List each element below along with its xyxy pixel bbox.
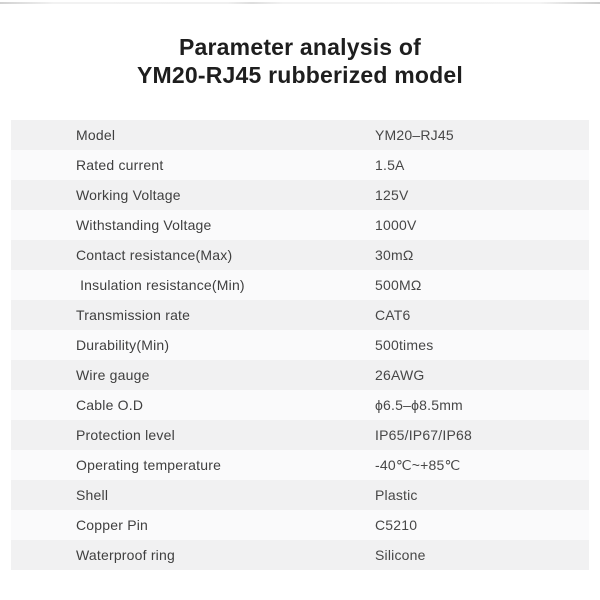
top-divider-line (0, 2, 600, 4)
table-row (11, 270, 589, 300)
row-value: 500times (375, 337, 434, 353)
table-row (11, 120, 589, 150)
row-label: Waterproof ring (76, 547, 175, 563)
table-row (11, 510, 589, 540)
row-label: Working Voltage (76, 187, 181, 203)
row-label: Model (76, 127, 116, 143)
row-label: Contact resistance(Max) (76, 247, 233, 263)
row-value: 1.5A (375, 157, 405, 173)
table-row (11, 240, 589, 270)
table-row (11, 210, 589, 240)
table-row (11, 450, 589, 480)
row-value: 125V (375, 187, 409, 203)
spec-table (11, 120, 589, 570)
row-label: Rated current (76, 157, 164, 173)
row-label: Insulation resistance(Min) (76, 277, 245, 293)
row-value: 500MΩ (375, 277, 422, 293)
table-row (11, 300, 589, 330)
row-value: YM20–RJ45 (375, 127, 454, 143)
page-title-line2: YM20-RJ45 rubberized model (136, 62, 463, 88)
row-label: Cable O.D (76, 397, 144, 413)
row-label: Shell (76, 487, 109, 503)
table-row (11, 420, 589, 450)
row-value: C5210 (375, 517, 418, 533)
row-label: Withstanding Voltage (76, 217, 212, 233)
row-value: ϕ6.5–ϕ8.5mm (375, 397, 463, 413)
table-row (11, 180, 589, 210)
row-label: Operating temperature (76, 457, 222, 473)
row-value: CAT6 (375, 307, 411, 323)
row-value: 26AWG (375, 367, 425, 383)
page-title-line1: Parameter analysis of (179, 34, 421, 60)
row-value: 30mΩ (375, 247, 414, 263)
table-row (11, 540, 589, 570)
table-row (11, 390, 589, 420)
table-row (11, 360, 589, 390)
page-title (0, 33, 600, 89)
row-label: Wire gauge (76, 367, 150, 383)
row-value: IP65/IP67/IP68 (375, 427, 472, 443)
row-label: Protection level (76, 427, 175, 443)
row-value: Plastic (375, 487, 418, 503)
row-value: 1000V (375, 217, 417, 233)
table-row (11, 480, 589, 510)
row-value: -40℃~+85℃ (375, 456, 461, 473)
row-label: Copper Pin (76, 517, 149, 533)
row-label: Transmission rate (76, 307, 191, 323)
table-row (11, 330, 589, 360)
row-value: Silicone (375, 547, 426, 563)
table-row (11, 150, 589, 180)
row-label: Durability(Min) (76, 337, 170, 353)
